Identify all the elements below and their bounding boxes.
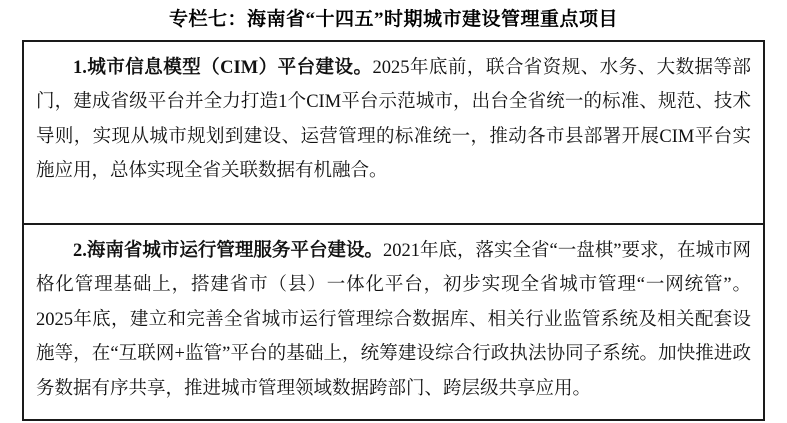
section-1-lead: 城市信息模型（CIM）平台建设。 [86, 57, 373, 78]
section-urban-operation-platform [24, 223, 763, 423]
section-2-body: 2021年底，落实全省“一盘棋”要求，在城市网格化管理基础上，搭建省市（县）一体化平台，初步实现全省城市管理“一网统管”。2025年底，建立和完善全省城市运行管理综合数据库、相关行业监管系统及相关配套设施等，在“互联网+监管”平台的基础上，统筹建设综合行政执法协同子系统。加快推进政务数据有序共享，推进城市管理领域数据跨部门、跨层级共享应用。 [36, 240, 751, 399]
content-box [22, 40, 765, 421]
section-city-information-model [24, 42, 763, 223]
section-2-lead: 海南省城市运行管理服务平台建设。 [86, 240, 383, 261]
paragraph-1 [36, 51, 751, 189]
page-title: 专栏七：海南省“十四五”时期城市建设管理重点项目 [168, 9, 618, 30]
section-1-body: 2025年底前，联合省资规、水务、大数据等部门，建成省级平台并全力打造1个CIM平台示范城市，出台全省统一的标准、规范、技术导则，实现从城市规划到建设、运营管理的标准统一，推动各市县部署开展CIM平台实施应用，总体实现全省关联数据有机融合。 [36, 57, 751, 182]
section-2-number: 2. [73, 240, 87, 261]
section-1-number: 1. [73, 57, 87, 78]
paragraph-2 [36, 234, 751, 407]
